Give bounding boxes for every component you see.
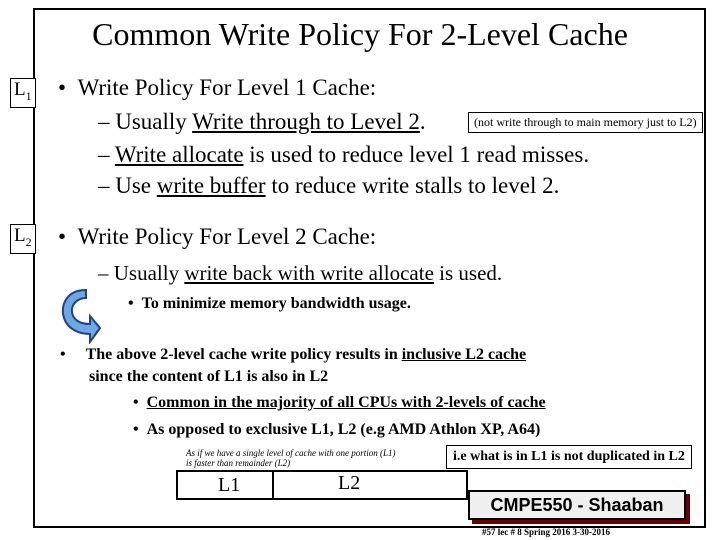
bar-l2-label: L2	[338, 472, 361, 494]
summary-line-1: • The above 2-level cache write policy results in inclusive L2 cache	[60, 346, 527, 363]
single-level-note: As if we have a single level of cache with one portion (L1) is faster than remainder (L2)	[186, 448, 396, 468]
summary-line-2: since the content of L1 is also in L2	[89, 368, 329, 385]
course-label: CMPE550 - Shaaban	[468, 490, 686, 520]
l1-item-1: – Usually Write through to Level 2.	[98, 109, 426, 134]
l2-item-1: – Usually write back with write allocate is used.	[98, 261, 503, 285]
exclusive-note: i.e what is in L1 is not duplicated in L2	[446, 445, 692, 469]
bar-l1-label: L1	[218, 474, 241, 496]
l1-item-3: – Use write buffer to reduce write stalls to level 2.	[98, 173, 560, 198]
slide-footer: #57 lec # 8 Spring 2016 3-30-2016	[482, 527, 610, 537]
write-through-note: (not write through to main memory just to L2)	[468, 112, 703, 133]
l1-item-2: – Write allocate is used to reduce level 1 read misses.	[98, 142, 590, 167]
summary-sub-2: • As opposed to exclusive L1, L2 (e.g AMD Athlon XP, A64)	[133, 421, 541, 438]
summary-sub-1: • Common in the majority of all CPUs with 2-levels of cache	[133, 394, 546, 411]
l2-sub-1: • To minimize memory bandwidth usage.	[128, 295, 411, 312]
l2-heading: • Write Policy For Level 2 Cache:	[58, 224, 377, 249]
bar-divider	[272, 472, 274, 498]
curved-arrow-icon	[56, 284, 102, 344]
slide-title: Common Write Policy For 2-Level Cache	[92, 16, 628, 52]
l1-badge: $L_1$	[10, 78, 36, 108]
l1-heading: • Write Policy For Level 1 Cache:	[58, 75, 377, 100]
l2-badge: $L_2$	[10, 224, 36, 254]
cache-levels-bar	[176, 470, 468, 500]
